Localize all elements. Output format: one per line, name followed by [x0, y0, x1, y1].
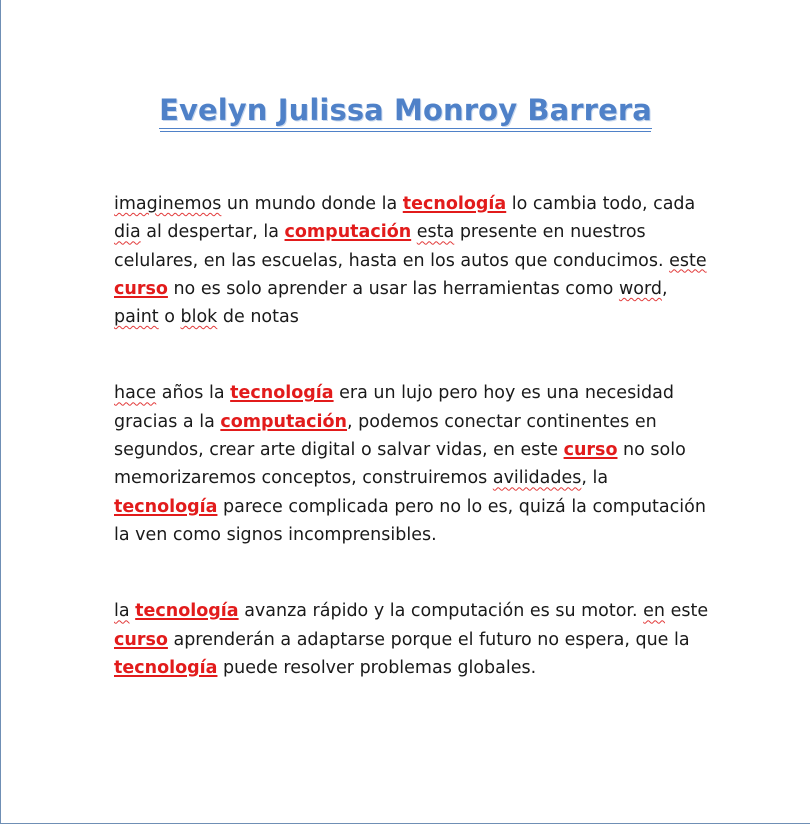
text-run: al despertar, la	[140, 222, 285, 243]
text-run: era un lujo pero hoy es una necesidad gracias a la	[114, 383, 674, 432]
spellcheck-flagged-word: hace	[114, 383, 157, 404]
spellcheck-flagged-word: en	[643, 601, 666, 622]
highlighted-keyword: tecnología	[114, 496, 218, 517]
text-run: de notas	[217, 307, 299, 328]
title-text: Evelyn Julissa Monroy Barrera	[159, 93, 652, 127]
text-run: aprenderán a adaptarse porque el futuro no espera, que la	[167, 629, 690, 650]
highlighted-keyword: computación	[220, 411, 348, 432]
text-run: presente en nuestros celulares, en las escuelas, hasta en los autos que conducimos.	[114, 222, 670, 271]
highlighted-keyword: tecnología	[402, 194, 507, 214]
spellcheck-flagged-word: word	[618, 278, 662, 299]
spellcheck-flagged-word: esta	[416, 222, 455, 243]
highlighted-keyword: curso	[114, 629, 168, 650]
text-run: , la	[581, 468, 609, 489]
highlighted-keyword: tecnología	[114, 657, 218, 678]
text-run: ,	[661, 278, 668, 299]
highlighted-keyword: tecnología	[230, 383, 334, 404]
document-title	[1, 93, 810, 127]
text-run: parece complicada pero no lo es, quizá la computación la ven como signos incomprensibles.	[114, 496, 706, 545]
spellcheck-flagged-word: paint	[114, 307, 159, 328]
highlighted-keyword: tecnología	[135, 601, 239, 622]
document-body	[114, 190, 714, 682]
paragraph-3	[114, 597, 714, 682]
highlighted-keyword: computación	[284, 222, 412, 243]
spellcheck-flagged-word: avilidades	[492, 468, 582, 489]
paragraph-1	[114, 190, 714, 331]
spellcheck-flagged-word: dia	[114, 222, 141, 243]
paragraph-2	[114, 379, 714, 549]
text-run: un mundo donde la	[221, 194, 403, 214]
text-run: no es solo aprender a usar las herramientas como	[167, 278, 619, 299]
text-run: años la	[156, 383, 231, 404]
highlighted-keyword: curso	[114, 278, 168, 299]
spellcheck-flagged-word: este	[669, 250, 707, 271]
text-run: lo cambia todo, cada	[506, 194, 696, 214]
spellcheck-flagged-word: imaginemos	[114, 194, 222, 214]
text-run: , podemos conectar continentes en segundos, crear arte digital o salvar vidas, en este	[114, 411, 657, 461]
text-run: o	[158, 307, 181, 328]
text-run: avanza rápido y la computación es su motor.	[238, 601, 644, 622]
spellcheck-flagged-word: la	[114, 601, 130, 622]
text-run: puede resolver problemas globales.	[217, 657, 537, 678]
spellcheck-flagged-word: blok	[180, 307, 218, 328]
highlighted-keyword: curso	[563, 440, 618, 461]
text-run: no solo memorizaremos conceptos, construiremos	[114, 440, 686, 489]
text-run: este	[665, 601, 709, 622]
